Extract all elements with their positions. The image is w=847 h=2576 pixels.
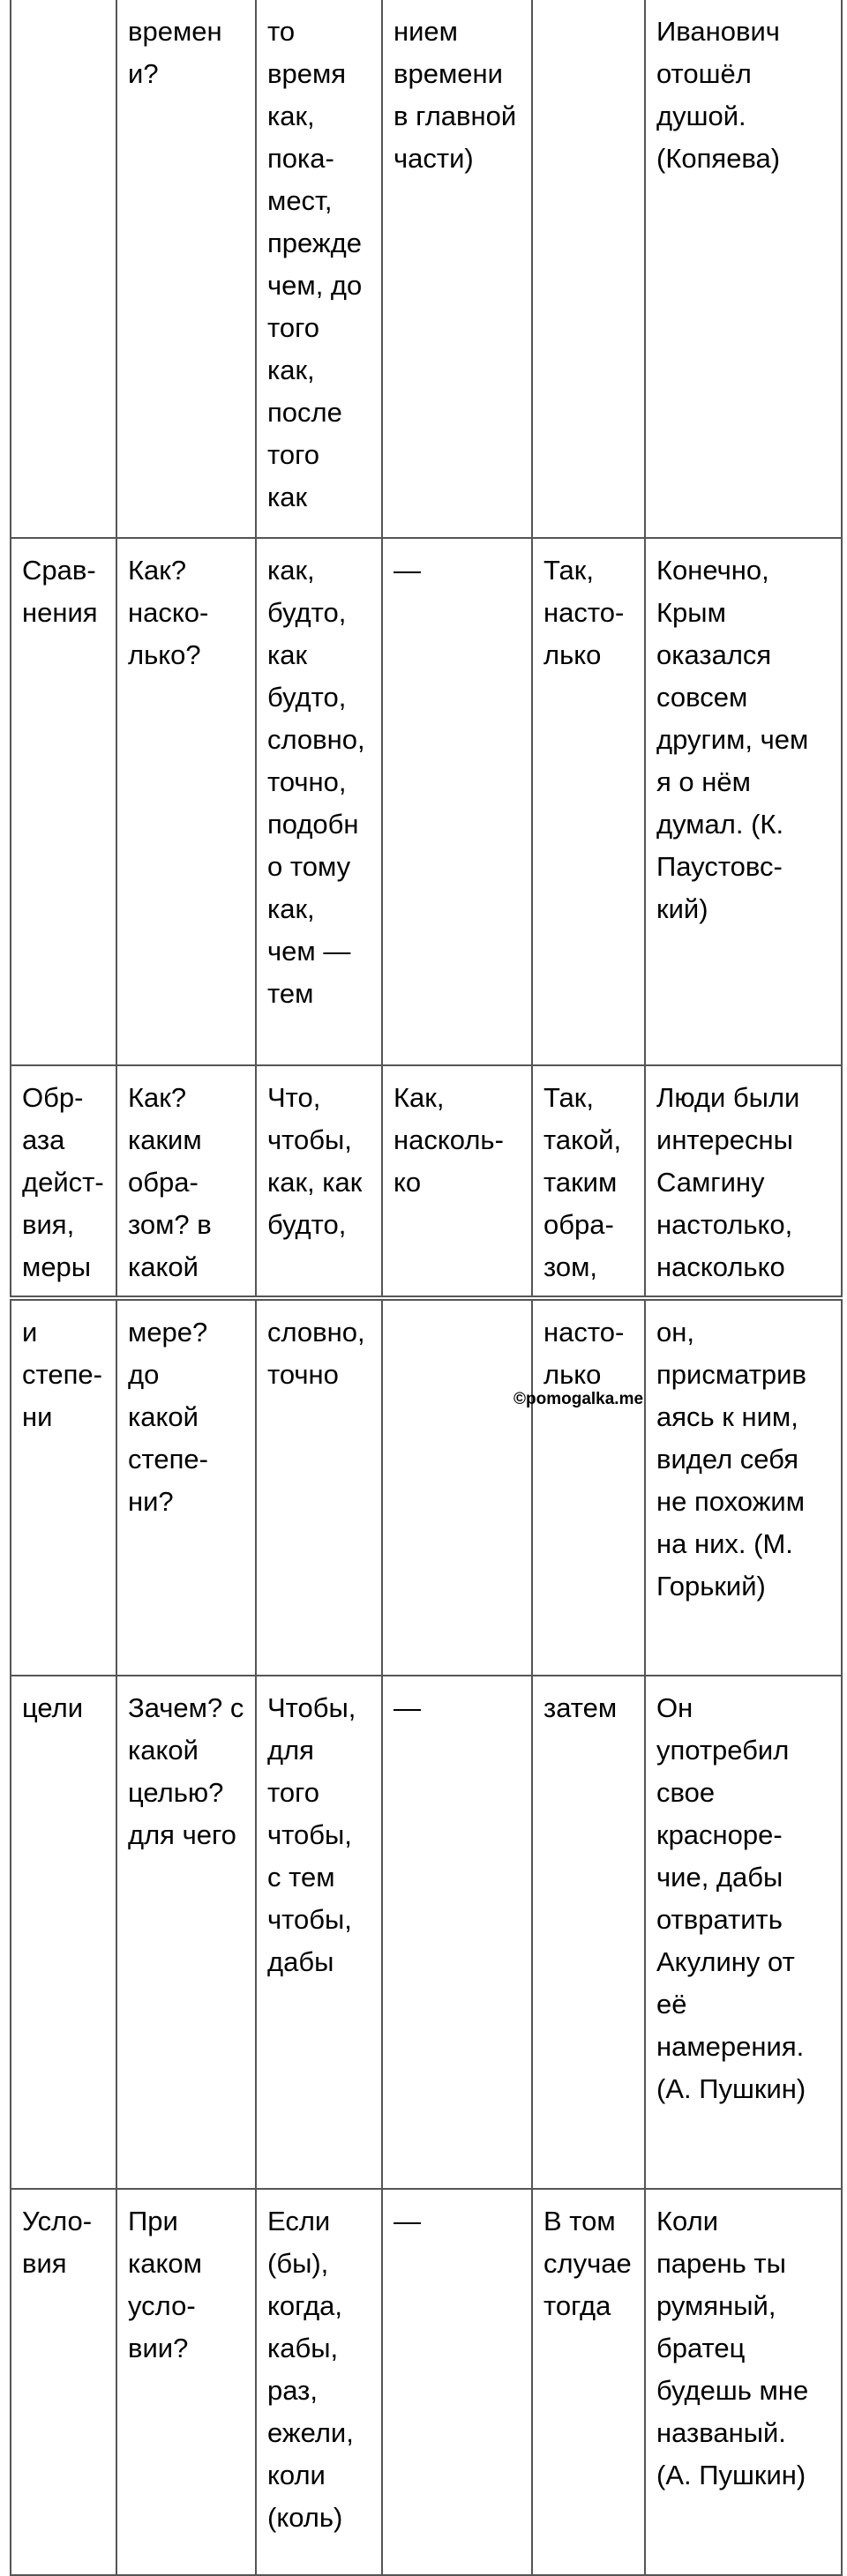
table-cell: Зачем? с какой целью? для чего <box>116 1676 256 2189</box>
table-cell: цели <box>11 1676 116 2189</box>
table-cell: Обр- аза дейст- вия, меры <box>11 1065 116 1296</box>
table-row <box>11 1065 842 1296</box>
table-cell <box>532 0 645 538</box>
table-cell: Так, такой, таким обра- зом, <box>532 1065 645 1296</box>
table-cell: Он употребил свое красноре- чие, дабы отвратить Акулину от её намерения. (А. Пушкин) <box>645 1676 842 2189</box>
table-cell: Как, насколь- ко <box>382 1065 532 1296</box>
syntax-table-part-2 <box>10 1299 843 2576</box>
syntax-table-part-1 <box>10 0 843 1297</box>
table-cell: — <box>382 2189 532 2575</box>
table-cell: Люди были интересны Самгину настолько, насколько <box>645 1065 842 1296</box>
table-row <box>11 538 842 1065</box>
table-cell: словно, точно <box>256 1300 382 1676</box>
table-cell: — <box>382 1676 532 2189</box>
table-cell: мере? до какой степе- ни? <box>116 1300 256 1676</box>
table-cell: он, присматрив аясь к ним, видел себя не похожим на них. (М. Горький) <box>645 1300 842 1676</box>
table-cell: Иванович отошёл душой. (Копяева) <box>645 0 842 538</box>
table-cell: Если (бы), когда, кабы, раз, ежели, коли (коль) <box>256 2189 382 2575</box>
table-cell <box>11 0 116 538</box>
table-cell: нием времени в главной части) <box>382 0 532 538</box>
table-cell: Как? наско- лько? <box>116 538 256 1065</box>
table-cell: и степе- ни <box>11 1300 116 1676</box>
table-row <box>11 1300 842 1676</box>
table-row <box>11 0 842 538</box>
table-cell: времен и? <box>116 0 256 538</box>
table-cell: Коли парень ты румяный, братец будешь мне названый. (А. Пушкин) <box>645 2189 842 2575</box>
table-cell: В том случае тогда <box>532 2189 645 2575</box>
table-cell: Чтобы, для того чтобы, с тем чтобы, дабы <box>256 1676 382 2189</box>
table-cell <box>382 1300 532 1676</box>
table-cell: то время как, пока- мест, прежде чем, до того как, после того как <box>256 0 382 538</box>
table-cell: Срав- нения <box>11 538 116 1065</box>
table-cell: затем <box>532 1676 645 2189</box>
table-row <box>11 2189 842 2575</box>
table-cell: насто- лько <box>532 1300 645 1676</box>
table-cell: — <box>382 538 532 1065</box>
table-row <box>11 1676 842 2189</box>
table-cell: Так, насто- лько <box>532 538 645 1065</box>
table-cell: как, будто, как будто, словно, точно, подобн о тому как, чем — тем <box>256 538 382 1065</box>
table-cell: Усло- вия <box>11 2189 116 2575</box>
table-cell: Что, чтобы, как, как будто, <box>256 1065 382 1296</box>
watermark: ©pomogalka.me <box>513 1390 644 1408</box>
table-cell: При каком усло- вии? <box>116 2189 256 2575</box>
table-cell: Как? каким обра- зом? в какой <box>116 1065 256 1296</box>
table-cell: Конечно, Крым оказался совсем другим, чем я о нём думал. (К. Паустовс- кий) <box>645 538 842 1065</box>
